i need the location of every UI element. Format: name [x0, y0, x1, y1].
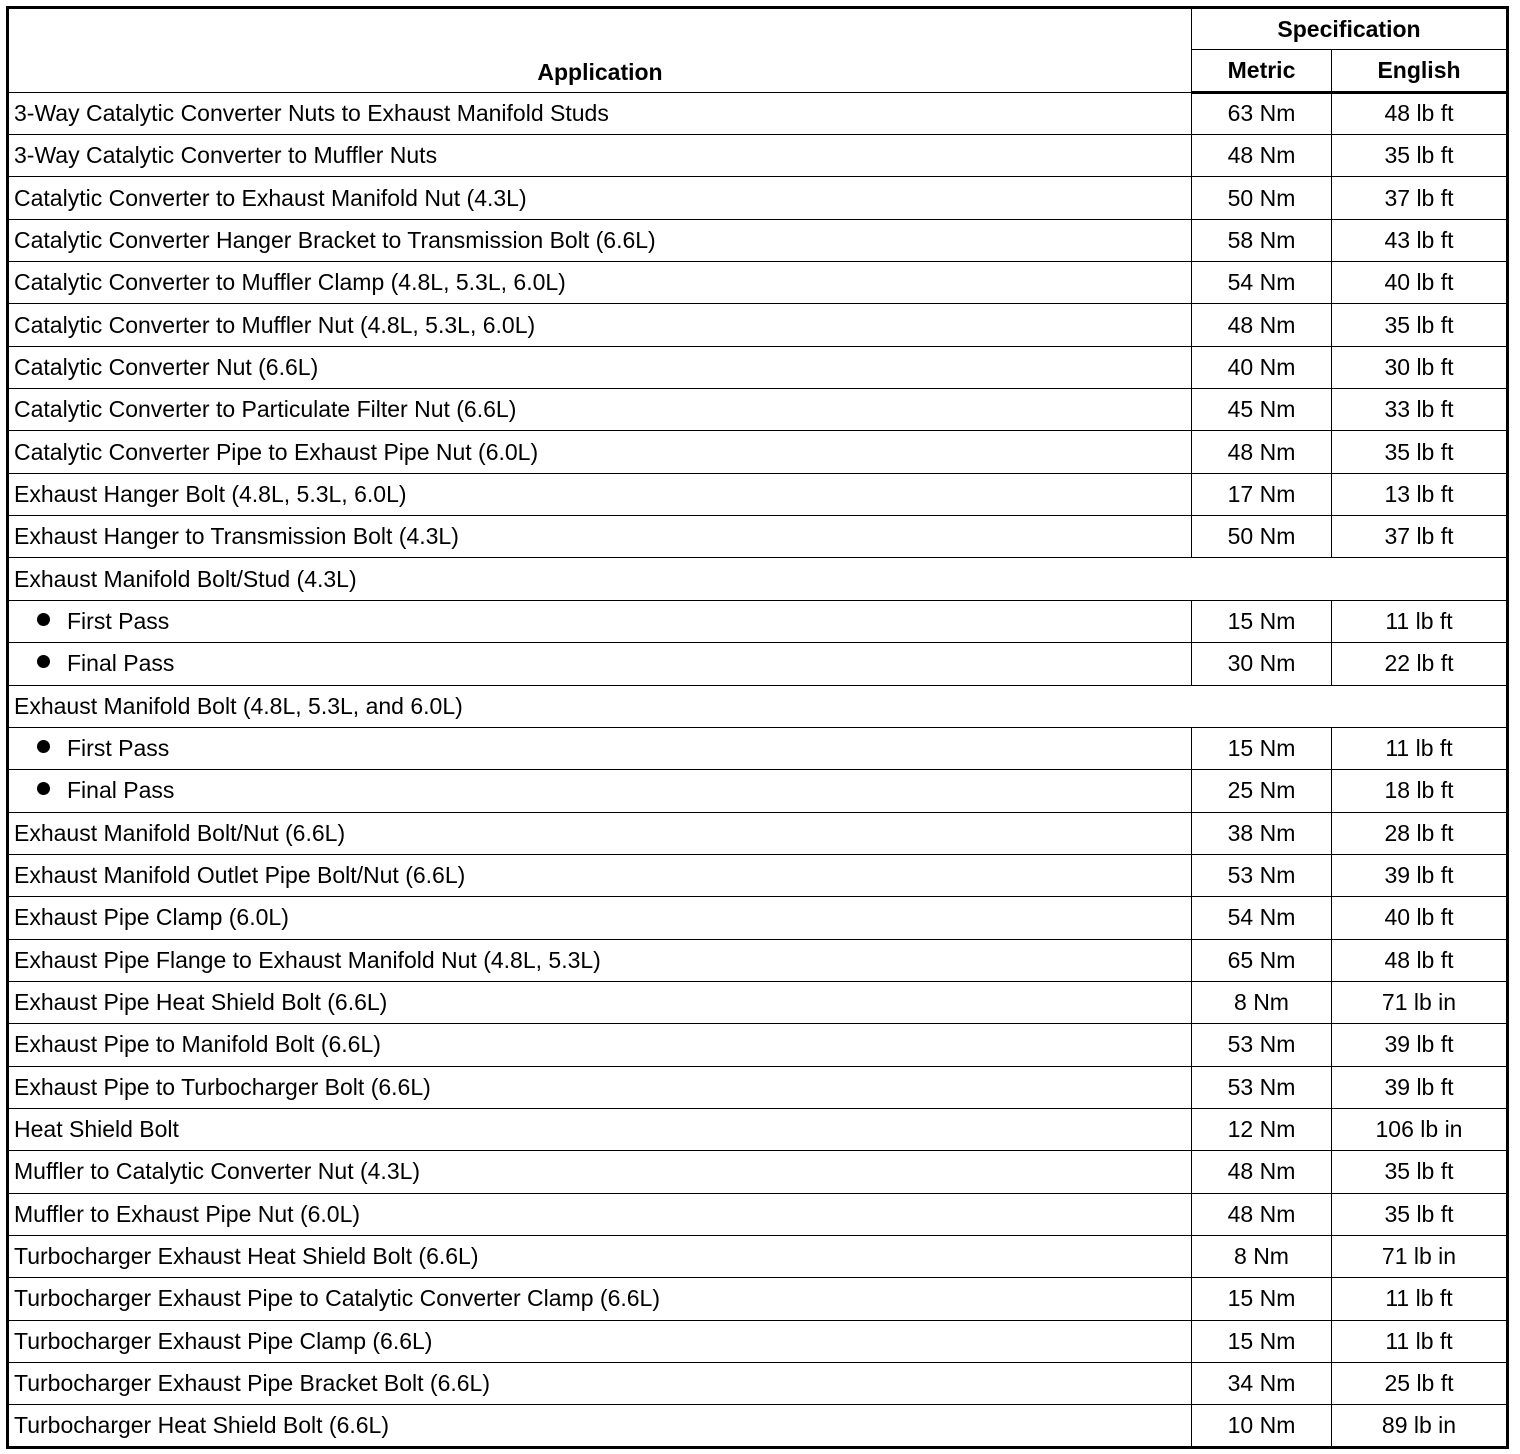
application-cell: Exhaust Hanger to Transmission Bolt (4.3L)	[8, 516, 1192, 558]
metric-cell: 58 Nm	[1192, 219, 1332, 261]
application-cell: Catalytic Converter to Exhaust Manifold Nut (4.3L)	[8, 177, 1192, 219]
english-cell: 106 lb in	[1332, 1108, 1508, 1150]
sub-application-cell	[8, 770, 1192, 812]
metric-cell: 30 Nm	[1192, 643, 1332, 685]
table-row	[8, 219, 1508, 261]
table-row	[8, 92, 1508, 134]
application-cell: Catalytic Converter Nut (6.6L)	[8, 346, 1192, 388]
metric-cell: 38 Nm	[1192, 812, 1332, 854]
table-row	[8, 473, 1508, 515]
table-row	[8, 1024, 1508, 1066]
metric-cell: 54 Nm	[1192, 262, 1332, 304]
english-cell: 39 lb ft	[1332, 1066, 1508, 1108]
english-cell: 48 lb ft	[1332, 92, 1508, 134]
sub-application-cell	[8, 643, 1192, 685]
application-cell: Exhaust Manifold Outlet Pipe Bolt/Nut (6.6L)	[8, 854, 1192, 896]
table-row	[8, 1151, 1508, 1193]
metric-cell: 48 Nm	[1192, 431, 1332, 473]
table-row	[8, 516, 1508, 558]
english-cell: 30 lb ft	[1332, 346, 1508, 388]
metric-cell: 34 Nm	[1192, 1363, 1332, 1405]
metric-cell: 48 Nm	[1192, 135, 1332, 177]
table-row	[8, 346, 1508, 388]
table-row	[8, 1320, 1508, 1362]
table-row	[8, 1235, 1508, 1277]
english-cell: 33 lb ft	[1332, 389, 1508, 431]
table-header	[8, 8, 1508, 93]
table-row	[8, 727, 1508, 769]
metric-cell: 12 Nm	[1192, 1108, 1332, 1150]
group-header-row	[8, 685, 1508, 727]
metric-cell: 40 Nm	[1192, 346, 1332, 388]
table-row	[8, 1278, 1508, 1320]
english-cell: 71 lb in	[1332, 981, 1508, 1023]
application-cell: Turbocharger Exhaust Pipe to Catalytic Converter Clamp (6.6L)	[8, 1278, 1192, 1320]
application-cell: Exhaust Manifold Bolt/Nut (6.6L)	[8, 812, 1192, 854]
english-cell: 13 lb ft	[1332, 473, 1508, 515]
english-cell: 35 lb ft	[1332, 1193, 1508, 1235]
english-cell: 40 lb ft	[1332, 897, 1508, 939]
metric-cell: 65 Nm	[1192, 939, 1332, 981]
metric-cell: 63 Nm	[1192, 92, 1332, 134]
table-row	[8, 1405, 1508, 1447]
application-cell: Exhaust Pipe to Turbocharger Bolt (6.6L)	[8, 1066, 1192, 1108]
table-row	[8, 600, 1508, 642]
application-cell: Turbocharger Exhaust Pipe Clamp (6.6L)	[8, 1320, 1192, 1362]
application-cell: Turbocharger Exhaust Pipe Bracket Bolt (6.6L)	[8, 1363, 1192, 1405]
table-row	[8, 1363, 1508, 1405]
application-header: Application	[8, 8, 1192, 93]
metric-cell: 15 Nm	[1192, 600, 1332, 642]
sub-application-label: First Pass	[67, 607, 170, 634]
application-cell: Turbocharger Heat Shield Bolt (6.6L)	[8, 1405, 1192, 1447]
english-cell: 11 lb ft	[1332, 1278, 1508, 1320]
table-row	[8, 262, 1508, 304]
english-cell: 40 lb ft	[1332, 262, 1508, 304]
english-cell: 48 lb ft	[1332, 939, 1508, 981]
english-cell: 35 lb ft	[1332, 304, 1508, 346]
application-cell: Exhaust Pipe Heat Shield Bolt (6.6L)	[8, 981, 1192, 1023]
metric-cell: 48 Nm	[1192, 304, 1332, 346]
english-cell: 25 lb ft	[1332, 1363, 1508, 1405]
bullet-icon	[37, 740, 50, 753]
english-cell: 37 lb ft	[1332, 177, 1508, 219]
table-row	[8, 643, 1508, 685]
english-cell: 11 lb ft	[1332, 727, 1508, 769]
metric-cell: 53 Nm	[1192, 1066, 1332, 1108]
bullet-icon	[37, 782, 50, 795]
english-cell: 11 lb ft	[1332, 1320, 1508, 1362]
table-row	[8, 812, 1508, 854]
table-body	[8, 92, 1508, 1447]
english-cell: 35 lb ft	[1332, 431, 1508, 473]
table-row	[8, 177, 1508, 219]
application-cell: 3-Way Catalytic Converter to Muffler Nuts	[8, 135, 1192, 177]
sub-application-label: Final Pass	[67, 650, 175, 677]
specification-header: Specification	[1192, 8, 1508, 50]
application-cell: Catalytic Converter Pipe to Exhaust Pipe Nut (6.0L)	[8, 431, 1192, 473]
metric-cell: 15 Nm	[1192, 1320, 1332, 1362]
english-cell: 71 lb in	[1332, 1235, 1508, 1277]
metric-cell: 50 Nm	[1192, 177, 1332, 219]
metric-cell: 45 Nm	[1192, 389, 1332, 431]
english-cell: 39 lb ft	[1332, 854, 1508, 896]
metric-cell: 8 Nm	[1192, 1235, 1332, 1277]
english-cell: 22 lb ft	[1332, 643, 1508, 685]
sub-application-label: Final Pass	[67, 777, 175, 804]
english-cell: 37 lb ft	[1332, 516, 1508, 558]
header-row-top	[8, 8, 1508, 50]
metric-cell: 8 Nm	[1192, 981, 1332, 1023]
application-cell: Turbocharger Exhaust Heat Shield Bolt (6.6L)	[8, 1235, 1192, 1277]
bullet-icon	[37, 655, 50, 668]
bullet-icon	[37, 613, 50, 626]
english-header: English	[1332, 50, 1508, 92]
application-cell: Heat Shield Bolt	[8, 1108, 1192, 1150]
application-cell: Catalytic Converter to Muffler Nut (4.8L, 5.3L, 6.0L)	[8, 304, 1192, 346]
metric-cell: 54 Nm	[1192, 897, 1332, 939]
english-cell: 43 lb ft	[1332, 219, 1508, 261]
metric-header: Metric	[1192, 50, 1332, 92]
metric-cell: 50 Nm	[1192, 516, 1332, 558]
application-cell: Catalytic Converter to Particulate Filter Nut (6.6L)	[8, 389, 1192, 431]
table-row	[8, 1193, 1508, 1235]
english-cell: 18 lb ft	[1332, 770, 1508, 812]
sub-application-cell	[8, 600, 1192, 642]
table-row	[8, 770, 1508, 812]
group-label: Exhaust Manifold Bolt (4.8L, 5.3L, and 6.0L)	[8, 685, 1508, 727]
metric-cell: 25 Nm	[1192, 770, 1332, 812]
group-header-row	[8, 558, 1508, 600]
table-row	[8, 431, 1508, 473]
application-cell: Catalytic Converter Hanger Bracket to Transmission Bolt (6.6L)	[8, 219, 1192, 261]
table-row	[8, 897, 1508, 939]
application-cell: Muffler to Exhaust Pipe Nut (6.0L)	[8, 1193, 1192, 1235]
application-cell: Exhaust Hanger Bolt (4.8L, 5.3L, 6.0L)	[8, 473, 1192, 515]
application-cell: Muffler to Catalytic Converter Nut (4.3L)	[8, 1151, 1192, 1193]
english-cell: 39 lb ft	[1332, 1024, 1508, 1066]
table-row	[8, 1066, 1508, 1108]
metric-cell: 10 Nm	[1192, 1405, 1332, 1447]
table-row	[8, 1108, 1508, 1150]
english-cell: 11 lb ft	[1332, 600, 1508, 642]
english-cell: 89 lb in	[1332, 1405, 1508, 1447]
application-cell: Exhaust Pipe Flange to Exhaust Manifold Nut (4.8L, 5.3L)	[8, 939, 1192, 981]
english-cell: 35 lb ft	[1332, 135, 1508, 177]
english-cell: 35 lb ft	[1332, 1151, 1508, 1193]
metric-cell: 48 Nm	[1192, 1151, 1332, 1193]
table-row	[8, 389, 1508, 431]
table-row	[8, 981, 1508, 1023]
application-cell: 3-Way Catalytic Converter Nuts to Exhaust Manifold Studs	[8, 92, 1192, 134]
torque-spec-table	[6, 6, 1509, 1449]
metric-cell: 17 Nm	[1192, 473, 1332, 515]
table-row	[8, 939, 1508, 981]
english-cell: 28 lb ft	[1332, 812, 1508, 854]
table-row	[8, 135, 1508, 177]
application-cell: Exhaust Pipe Clamp (6.0L)	[8, 897, 1192, 939]
sub-application-cell	[8, 727, 1192, 769]
table-row	[8, 854, 1508, 896]
group-label: Exhaust Manifold Bolt/Stud (4.3L)	[8, 558, 1508, 600]
application-cell: Catalytic Converter to Muffler Clamp (4.8L, 5.3L, 6.0L)	[8, 262, 1192, 304]
application-cell: Exhaust Pipe to Manifold Bolt (6.6L)	[8, 1024, 1192, 1066]
metric-cell: 53 Nm	[1192, 854, 1332, 896]
metric-cell: 15 Nm	[1192, 1278, 1332, 1320]
sub-application-label: First Pass	[67, 735, 170, 762]
table-row	[8, 304, 1508, 346]
metric-cell: 53 Nm	[1192, 1024, 1332, 1066]
metric-cell: 15 Nm	[1192, 727, 1332, 769]
metric-cell: 48 Nm	[1192, 1193, 1332, 1235]
